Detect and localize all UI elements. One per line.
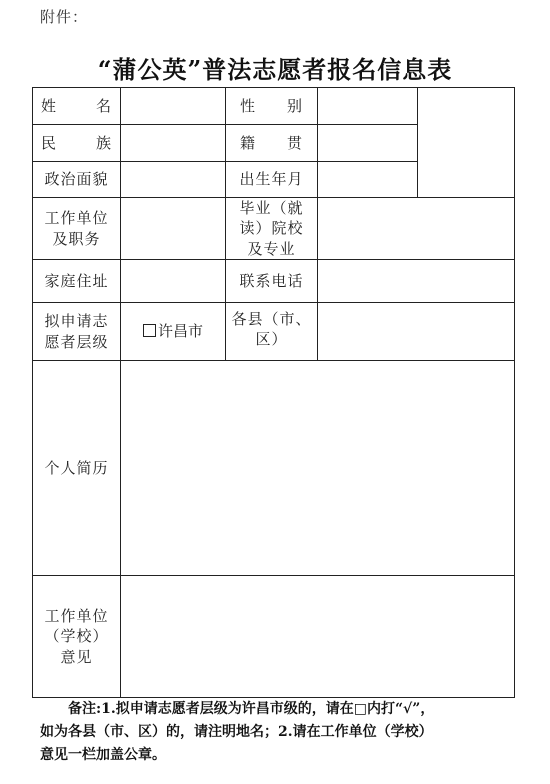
graduated-school-label-line: 及专业 — [247, 239, 296, 258]
xuchang-checkbox[interactable] — [143, 324, 156, 337]
attachment-label: 附件： — [40, 8, 89, 26]
county-label-cell — [226, 303, 318, 361]
volunteer-level-label-line: 拟申请志 — [44, 312, 109, 331]
graduated-school-label-cell — [226, 198, 318, 260]
ethnicity-label: 民族 — [41, 133, 112, 152]
photo-box[interactable] — [418, 88, 515, 198]
work-unit-label-cell — [33, 198, 121, 260]
opinion-label-line: 意见 — [60, 647, 93, 666]
work-unit-label-line: 工作单位 — [44, 209, 109, 228]
political-status-label: 政治面貌 — [44, 170, 109, 189]
graduated-school-field[interactable] — [318, 198, 515, 260]
resume-label: 个人简历 — [44, 458, 109, 477]
birth-date-field[interactable] — [318, 162, 418, 198]
form-title: “蒲公英”普法志愿者报名信息表 — [97, 55, 453, 84]
opinion-label-line: 工作单位 — [44, 607, 109, 626]
birth-date-label: 出生年月 — [239, 170, 304, 189]
work-unit-field[interactable] — [121, 198, 226, 260]
gender-label: 性别 — [240, 96, 303, 115]
county-field[interactable] — [318, 303, 515, 361]
ethnicity-field[interactable] — [121, 125, 226, 162]
registration-form-table — [32, 87, 515, 698]
gender-label-cell — [226, 88, 318, 125]
gender-field[interactable] — [318, 88, 418, 125]
volunteer-level-label-cell — [33, 303, 121, 361]
footnote-line: 如为各县（市、区）的，请注明地名；2.请在工作单位（学校） — [40, 724, 433, 741]
graduated-school-label-line: 毕业（就 — [239, 199, 304, 218]
political-status-label-cell — [33, 162, 121, 198]
footnote-line: 备注:1.拟申请志愿者层级为许昌市级的，请在□内打“√”， — [68, 701, 435, 717]
name-label: 姓名 — [41, 96, 112, 115]
ethnicity-label-cell — [33, 125, 121, 162]
county-label-line: 各县（市、 — [231, 310, 312, 328]
phone-label-cell — [226, 260, 318, 303]
native-place-label: 籍贯 — [240, 133, 303, 152]
resume-field[interactable] — [121, 361, 515, 576]
xuchang-option[interactable] — [121, 303, 226, 361]
volunteer-level-label-line: 愿者层级 — [44, 332, 109, 351]
resume-label-cell — [33, 361, 121, 576]
birth-date-label-cell — [226, 162, 318, 198]
county-label-line: 区） — [255, 330, 288, 349]
xuchang-option-label: 许昌市 — [157, 322, 203, 341]
graduated-school-label-line: 读）院校 — [239, 219, 304, 238]
home-address-label-cell — [33, 260, 121, 303]
name-label-cell — [33, 88, 121, 125]
phone-field[interactable] — [318, 260, 515, 303]
opinion-field[interactable] — [121, 576, 515, 698]
phone-label: 联系电话 — [239, 271, 304, 290]
name-field[interactable] — [121, 88, 226, 125]
home-address-field[interactable] — [121, 260, 226, 303]
opinion-label-line: （学校） — [44, 627, 109, 646]
footnote-line: 意见一栏加盖公章。 — [40, 747, 166, 764]
native-place-label-cell — [226, 125, 318, 162]
opinion-label-cell — [33, 576, 121, 698]
footnote — [40, 698, 518, 767]
home-address-label: 家庭住址 — [44, 271, 109, 290]
work-unit-label-line: 及职务 — [52, 229, 101, 248]
native-place-field[interactable] — [318, 125, 418, 162]
political-status-field[interactable] — [121, 162, 226, 198]
